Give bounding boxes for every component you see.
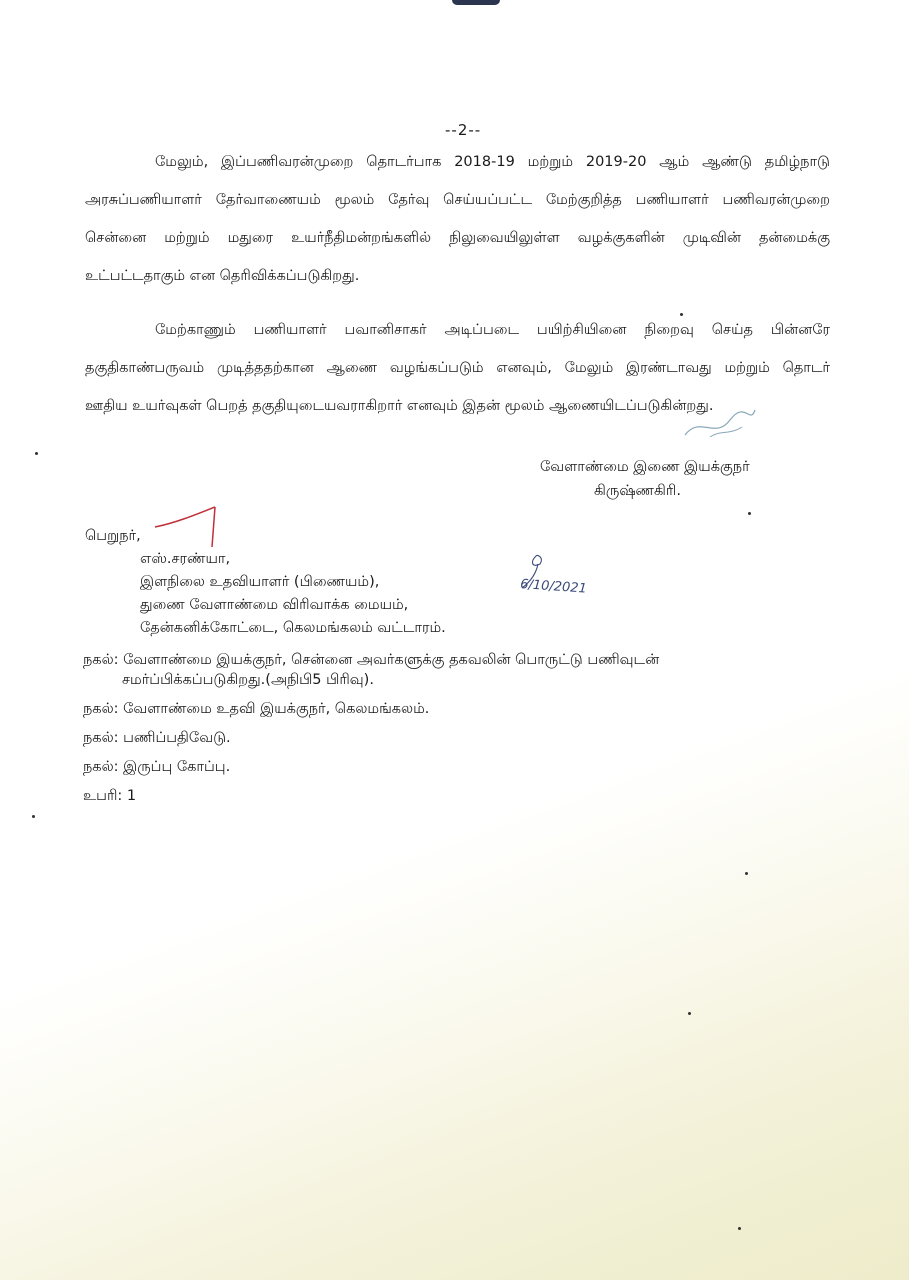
- page-number: --2--: [445, 121, 482, 139]
- recipient-office: துணை வேளாண்மை விரிவாக்க மையம்,: [140, 597, 409, 613]
- paragraph-line: மேலும், இப்பணிவரன்முறை தொடர்பாக 2018-19 மற்றும் 2019-20 ஆம் ஆண்டு தமிழ்நாடு: [155, 154, 830, 170]
- paragraph-line: ஊதிய உயர்வுகள் பெறத் தகுதியுடையவராகிறார் எனவும் இதன் மூலம் ஆணையிடப்படுகின்றது.: [85, 398, 714, 414]
- speck: [748, 512, 751, 515]
- copy-line: நகல்: பணிப்பதிவேடு.: [83, 730, 231, 746]
- paragraph-line: சென்னை மற்றும் மதுரை உயர்நீதிமன்றங்களில் நிலுவையிலுள்ள வழக்குகளின் முடிவின் தன்மைக்கு: [85, 230, 830, 246]
- speck: [35, 452, 38, 455]
- speck: [32, 815, 35, 818]
- copies-list: [83, 650, 659, 815]
- copy-entry: [83, 757, 659, 777]
- recipient-location: தேன்கனிக்கோட்டை, கெலமங்கலம் வட்டாரம்.: [140, 620, 446, 636]
- handwritten-initial-and-date: [508, 548, 648, 608]
- copy-line-continuation: சமர்ப்பிக்கப்படுகிறது.(அநிபி5 பிரிவு).: [122, 672, 374, 688]
- paragraph-regularisation-note: [85, 143, 830, 295]
- speck: [745, 872, 748, 875]
- copy-line: உபரி: 1: [83, 788, 137, 804]
- copy-line: நகல்: இருப்பு கோப்பு.: [83, 759, 231, 775]
- signatory-place: கிருஷ்ணகிரி.: [594, 483, 681, 499]
- speck: [680, 313, 683, 316]
- signature-scribble: [680, 405, 760, 445]
- signatory-block: [540, 455, 750, 503]
- recipient-name: எஸ்.சரண்யா,: [140, 551, 231, 567]
- paragraph-line: அரசுப்பணியாளர் தேர்வாணையம் மூலம் தேர்வு செய்யப்பட்ட மேற்குறித்த பணியாளர் பணிவரன்முறை: [85, 192, 830, 208]
- copy-entry: [83, 699, 659, 719]
- handwritten-date: 6/10/2021: [519, 577, 588, 597]
- spare-count: [83, 786, 659, 806]
- binder-clip-mark: [452, 0, 500, 5]
- recipient-label: பெறுநர்,: [85, 528, 141, 544]
- paragraph-line: உட்பட்டதாகும் என தெரிவிக்கப்படுகிறது.: [85, 268, 360, 284]
- copy-line: நகல்: வேளாண்மை இயக்குநர், சென்னை அவர்களுக்கு தகவலின் பொருட்டு பணிவுடன்: [83, 652, 660, 668]
- speck: [688, 1012, 691, 1015]
- copy-entry: [83, 650, 659, 690]
- copy-line: நகல்: வேளாண்மை உதவி இயக்குநர், கெலமங்கலம்.: [83, 701, 430, 717]
- recipient-block: [85, 525, 446, 640]
- paragraph-line: மேற்காணும் பணியாளர் பவானிசாகர் அடிப்படை பயிற்சியினை நிறைவு செய்த பின்னரே: [155, 322, 830, 338]
- signatory-title: வேளாண்மை இணை இயக்குநர்: [540, 459, 750, 475]
- speck: [738, 1227, 741, 1230]
- recipient-designation: இளநிலை உதவியாளர் (பிணையம்),: [140, 574, 380, 590]
- paragraph-line: தகுதிகாண்பருவம் முடித்ததற்கான ஆணை வழங்கப்படும் எனவும், மேலும் இரண்டாவது மற்றும் தொடர்: [85, 360, 830, 376]
- copy-entry: [83, 728, 659, 748]
